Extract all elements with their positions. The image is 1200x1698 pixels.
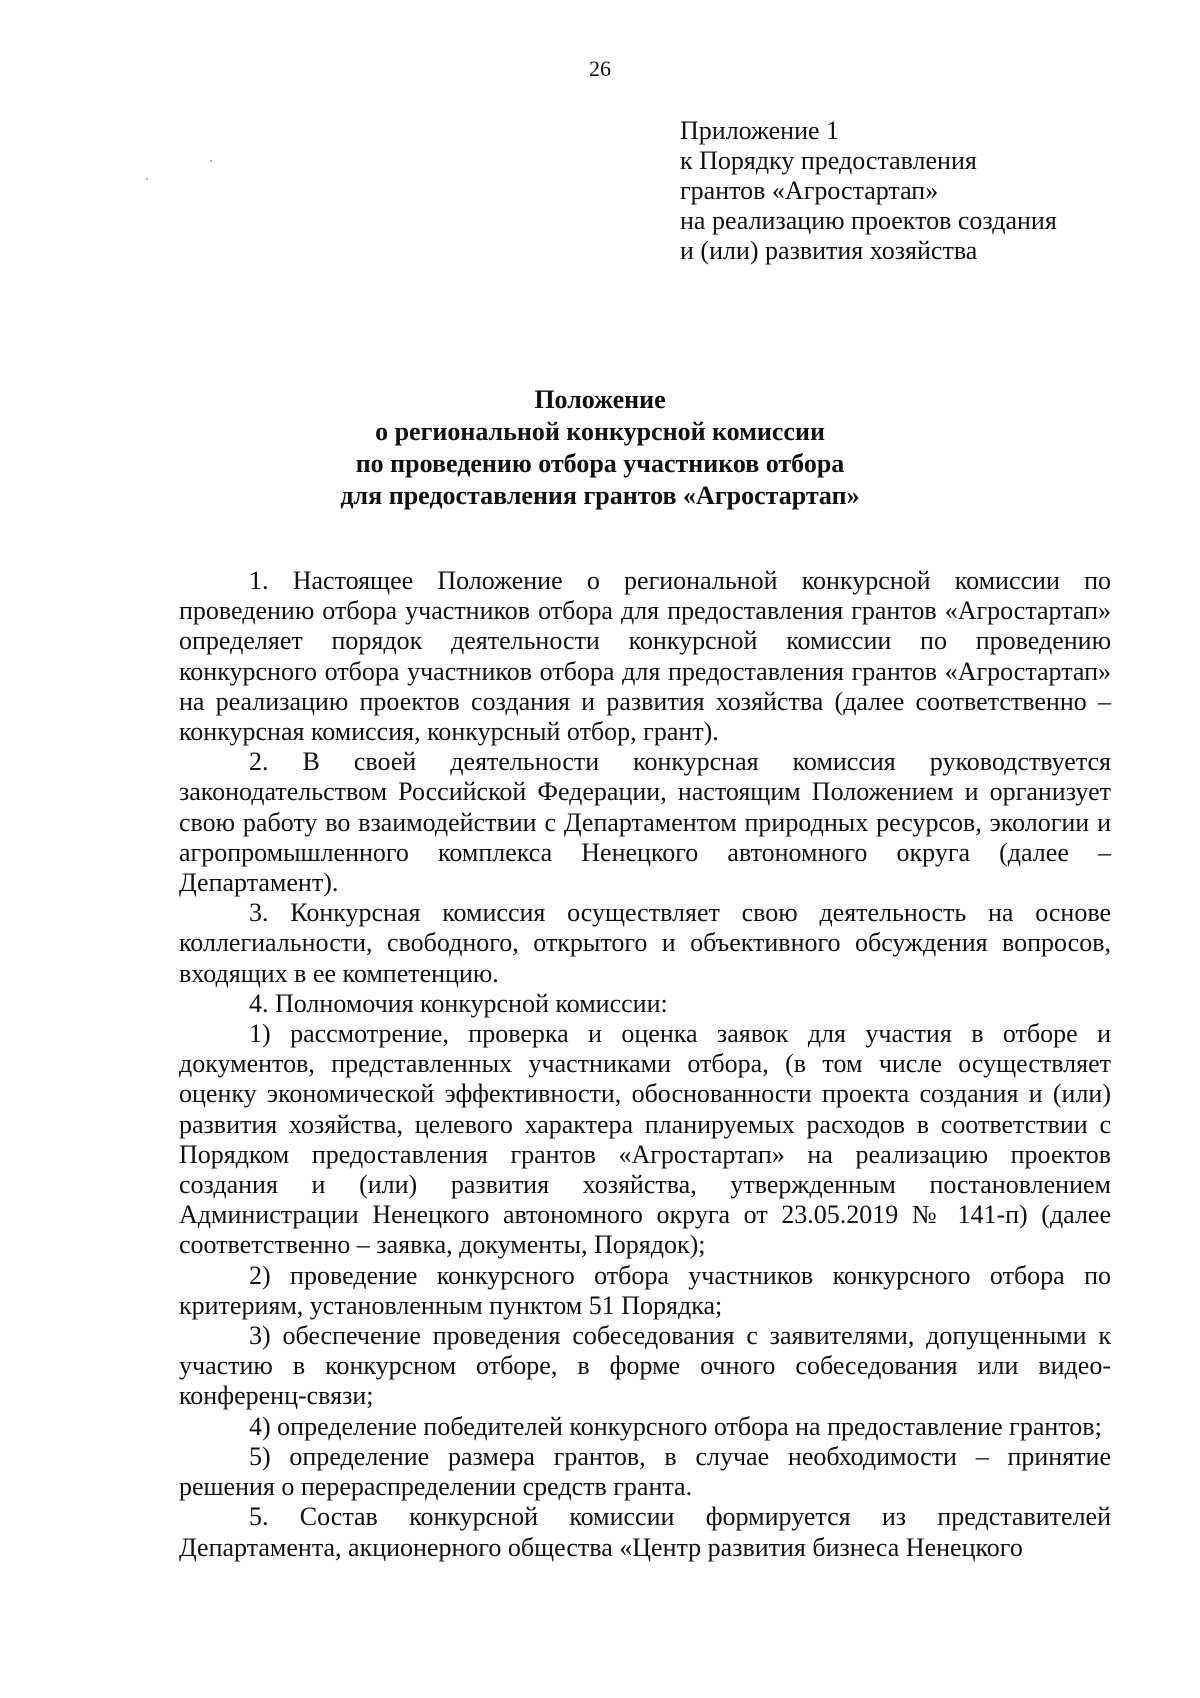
title-line: о региональной конкурсной комиссии [375, 417, 825, 446]
paragraph-3: 3. Конкурсная комиссия осуществляет свою деятельность на основе коллегиальности, свободного, открытого и объективного обсуждения вопросов, входящих в ее компетенцию. [179, 898, 1111, 988]
paragraph-5: 5. Состав конкурсной комиссии формируется из представителей Департамента, акционерного общества «Центр развития бизнеса Ненецкого [179, 1502, 1111, 1562]
appendix-line: и (или) развития хозяйства [680, 236, 978, 265]
appendix-block [680, 116, 1160, 266]
paragraph-4-item-4: 4) определение победителей конкурсного отбора на предоставление грантов; [249, 1411, 1102, 1441]
title-line: Положение [534, 385, 666, 414]
title-line: для предоставления грантов «Агростартап» [340, 481, 860, 510]
page-number: 26 [589, 56, 611, 81]
appendix-line: к Порядку предоставления [680, 146, 977, 175]
paragraph-1: 1. Настоящее Положение о региональной конкурсной комиссии по проведению отбора участников отбора для предоставления грантов «Агростартап» определяет порядок деятельности конкурсной комиссии по проведению конкурсного отбора участников отбора для предоставления грантов «Агростартап» на реализацию проектов создания и развития хозяйства (далее соответственно – конкурсная комиссия, конкурсный отбор, грант). [179, 566, 1111, 747]
appendix-line: грантов «Агростартап» [680, 176, 939, 205]
paragraph-2: 2. В своей деятельности конкурсная комиссия руководствуется законодательством Российской Федерации, настоящим Положением и организует свою работу во взаимодействии с Департаментом природных ресурсов, экологии и агропромышленного комплекса Ненецкого автономного округа (далее – Департамент). [179, 747, 1111, 898]
paragraph-4: 4. Полномочия конкурсной комиссии: [249, 988, 668, 1018]
appendix-line: на реализацию проектов создания [680, 206, 1057, 235]
paragraph-4-item-1: 1) рассмотрение, проверка и оценка заявок для участия в отборе и документов, представленных участниками отбора, (в том числе осуществляет оценку экономической эффективности, обоснованности проекта создания и (или) развития хозяйства, целевого характера планируемых расходов в соответствии с Порядком предоставления грантов «Агростартап» на реализацию проектов создания и (или) развития хозяйства, утвержденным постановлением Администрации Ненецкого автономного округа от 23.05.2019 № 141-п) (далее соответственно – заявка, документы, Порядок); [179, 1019, 1111, 1260]
document-body [179, 566, 1111, 1563]
title-line: по проведению отбора участников отбора [355, 449, 845, 478]
scan-speck [146, 178, 148, 180]
paragraph-4-item-5: 5) определение размера грантов, в случае необходимости – принятие решения о перераспределении средств гранта. [179, 1441, 1111, 1502]
paragraph-4-item-2: 2) проведение конкурсного отбора участников конкурсного отбора по критериям, установленным пунктом 51 Порядка; [179, 1260, 1111, 1320]
scan-speck [210, 160, 212, 162]
paragraph-4-item-3: 3) обеспечение проведения собеседования с заявителями, допущенными к участию в конкурсном отборе, в форме очного собеседования или видео-конференц-связи; [179, 1321, 1111, 1411]
document-title [120, 384, 1080, 512]
appendix-line: Приложение 1 [680, 116, 840, 145]
